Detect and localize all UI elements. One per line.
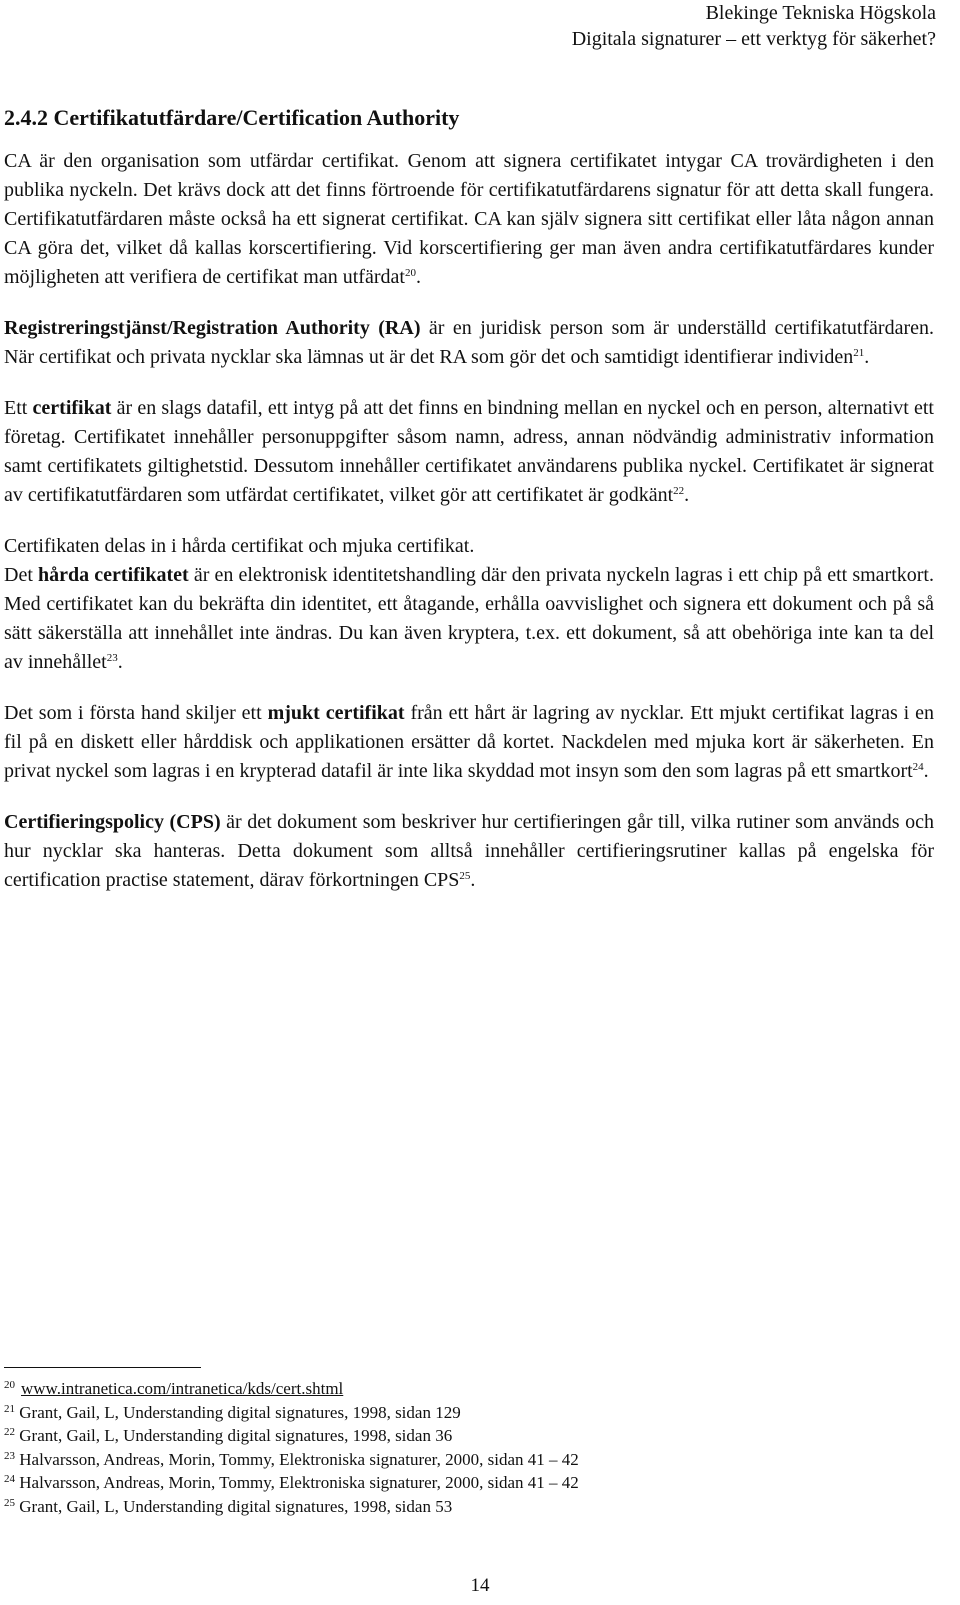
header-institution: Blekinge Tekniska Högskola <box>705 2 936 24</box>
footnote-21 <box>4 1401 934 1425</box>
footnote-number: 23 <box>4 1449 15 1462</box>
term-hard-certificate: hårda certifikatet <box>38 564 189 586</box>
footnote-ref-24: 24 <box>912 761 924 773</box>
footnote-ref-23: 23 <box>106 652 118 664</box>
term-certifikat: certifikat <box>32 397 112 419</box>
footnote-25 <box>4 1495 934 1519</box>
footnote-number: 22 <box>4 1426 15 1438</box>
footnote-24 <box>4 1471 934 1495</box>
term-soft-certificate: mjukt certifikat <box>267 702 405 724</box>
paragraph-ra: Registreringstjänst/Registration Authority (RA) är en juridisk person som är underställd certifikatutfärdaren. När certifikat och privata nycklar ska lämnas ut är det RA som gör det och samtidigt identifierar individen$^{21}$. <box>4 317 934 368</box>
term-registration-authority: Registreringstjänst/Registration Authority (RA) <box>4 317 421 339</box>
term-cps: Certifieringspolicy (CPS) <box>4 811 221 833</box>
footnote-text: Halvarsson, Andreas, Morin, Tommy, Elektroniska signaturer, 2000, sidan 41 – 42 <box>19 1449 579 1469</box>
body-text <box>4 147 934 895</box>
footnote-text: Grant, Gail, L, Understanding digital signatures, 1998, sidan 129 <box>19 1402 461 1422</box>
section-title: 2.4.2 Certifikatutfärdare/Certification Authority <box>4 105 460 130</box>
footnote-ref-22: 22 <box>673 485 685 497</box>
footnote-23 <box>4 1448 934 1472</box>
page-number: 14 <box>470 1575 490 1596</box>
footnote-20 <box>4 1377 934 1401</box>
paragraph-cps: Certifieringspolicy (CPS) är det dokument som beskriver hur certifieringen går till, vilka rutiner som används och hur nycklar ska hanteras. Detta dokument som alltså innehåller certifieringsrutiner kallas på engelska för certification practise statement, därav förkortningen CPS$^{25}$. <box>4 811 934 891</box>
paragraph-hard-certificate: Det hårda certifikatet är en elektronisk identitetshandling där den privata nyckeln lagras i ett chip på ett smartkort. Med certifikatet kan du bekräfta din identitet, ett åtagande, erhålla oavvislighet och signera ett dokument och på så sätt säkerställa att innehållet inte ändras. Du kan även kryptera, t.ex. ett dokument, så att obehöriga inte kan ta del av innehållet$^{23}$. <box>4 564 934 673</box>
paragraph-certifikat-types: Certifikaten delas in i hårda certifikat och mjuka certifikat. <box>4 535 475 557</box>
footnote-divider <box>4 1367 201 1368</box>
footnote-number: 20 <box>4 1379 15 1391</box>
footnote-number: 21 <box>4 1402 15 1415</box>
running-header <box>572 0 936 52</box>
paragraph-soft-certificate: Det som i första hand skiljer ett mjukt certifikat från ett hårt är lagring av nycklar. Ett mjukt certifikat lagras i en fil på en diskett eller hårddisk och applikationen ersätter då kortet. Nackdelen med mjuka kort är säkerheten. En privat nyckel som lagras i en krypterad datafil är inte lika skyddad mot insyn som den som lagras på ett smartkort$^{24}$. <box>4 702 935 782</box>
footnotes <box>4 1377 934 1518</box>
header-document-title: Digitala signaturer – ett verktyg för säkerhet? <box>571 28 936 50</box>
footnote-number: 25 <box>4 1496 15 1509</box>
footnote-text: Halvarsson, Andreas, Morin, Tommy, Elektroniska signaturer, 2000, sidan 41 – 42 <box>19 1473 579 1492</box>
footnote-ref-25: 25 <box>459 870 471 882</box>
footnote-text: Grant, Gail, L, Understanding digital signatures, 1998, sidan 36 <box>19 1426 453 1445</box>
paragraph-ca: CA är den organisation som utfärdar certifikat. Genom att signera certifikatet intygar CA trovärdigheten i den publika nyckeln. Det krävs dock att det finns förtroende för certifikatutfärdarens signatur för att detta skall fungera. Certifikatutfärdaren måste också ha ett signerat certifikat. CA kan själv signera sitt certifikat eller låta någon annan CA göra det, vilket då kallas korscertifiering. Vid korscertifiering ger man även andra certifikatutfärdares kunder möjligheten att verifiera de certifikat man utfärdat$^{20}$. <box>4 150 934 288</box>
footnote-number: 24 <box>4 1473 15 1485</box>
footnote-ref-21: 21 <box>853 347 865 359</box>
footnote-ref-20: 20 <box>404 267 416 279</box>
footnote-link[interactable]: www.intranetica.com/intranetica/kds/cert.shtml <box>21 1379 344 1398</box>
footnote-22 <box>4 1424 934 1448</box>
footnote-text: Grant, Gail, L, Understanding digital signatures, 1998, sidan 53 <box>19 1496 453 1516</box>
paragraph-certifikat: Ett certifikat är en slags datafil, ett intyg på att det finns en bindning mellan en nyckel och en person, alternativt ett företag. Certifikatet innehåller personuppgifter såsom namn, adress, annan nödvändig administrativ information samt certifikatets giltighetstid. Dessutom innehåller certifikatet användarens publika nyckel. Certifikatet är signerat av certifikatutfärdaren som utfärdat certifikatet, vilket gör att certifikatet är godkänt$^{22}$. <box>4 397 934 506</box>
